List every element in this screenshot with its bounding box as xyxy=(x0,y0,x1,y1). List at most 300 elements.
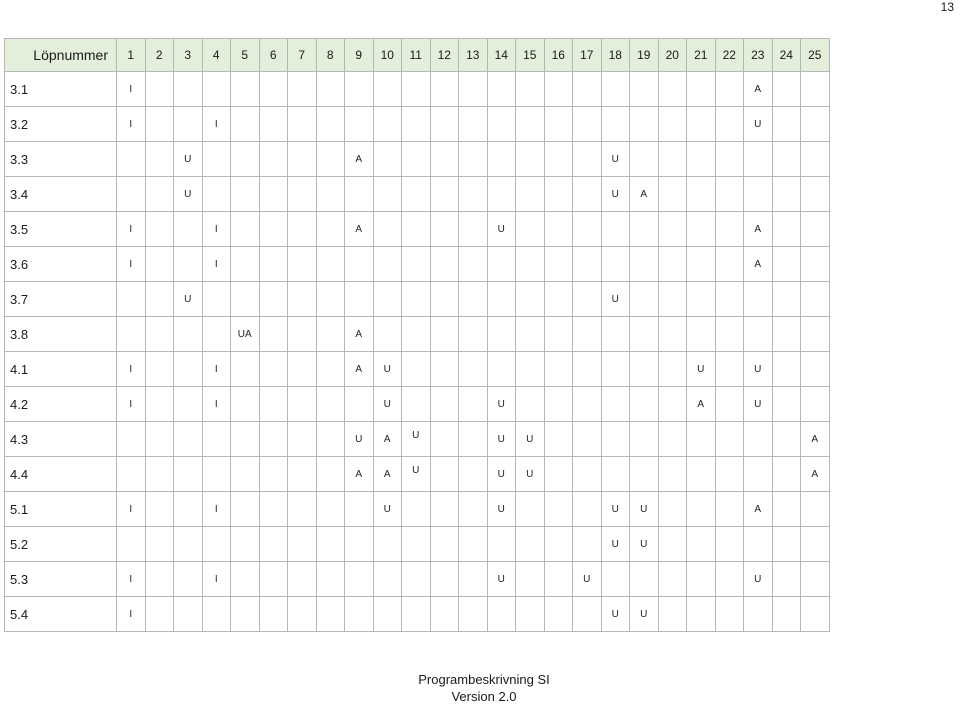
matrix-cell xyxy=(231,422,260,457)
matrix-cell xyxy=(801,212,830,247)
matrix-cell xyxy=(573,457,602,492)
cell-value: U xyxy=(697,363,705,375)
matrix-cell xyxy=(402,142,431,177)
matrix-cell xyxy=(744,212,773,247)
cell-value: A xyxy=(355,223,363,235)
column-header: 22 xyxy=(715,39,744,72)
cell-value: A xyxy=(811,433,819,445)
matrix-cell xyxy=(459,177,488,212)
matrix-cell xyxy=(573,317,602,352)
matrix-cell xyxy=(658,212,687,247)
matrix-cell xyxy=(402,492,431,527)
column-header: 14 xyxy=(487,39,516,72)
matrix-cell xyxy=(259,282,288,317)
matrix-cell xyxy=(202,457,231,492)
matrix-cell xyxy=(630,352,659,387)
matrix-cell xyxy=(573,422,602,457)
matrix-cell xyxy=(801,247,830,282)
cell-value: I xyxy=(129,398,133,410)
cell-value: U xyxy=(355,433,363,445)
column-header: 1 xyxy=(117,39,146,72)
column-header: 23 xyxy=(744,39,773,72)
matrix-cell xyxy=(202,387,231,422)
matrix-cell xyxy=(231,282,260,317)
cell-value: A xyxy=(754,223,762,235)
matrix-cell xyxy=(715,107,744,142)
cell-value: I xyxy=(129,363,133,375)
matrix-cell xyxy=(174,457,203,492)
matrix-cell xyxy=(715,457,744,492)
matrix-cell xyxy=(715,247,744,282)
matrix-cell xyxy=(430,422,459,457)
matrix-cell xyxy=(487,492,516,527)
matrix-cell xyxy=(288,212,317,247)
matrix-cell xyxy=(288,352,317,387)
row-label: 5.2 xyxy=(5,527,117,562)
matrix-cell xyxy=(430,142,459,177)
cell-value: U xyxy=(754,573,762,585)
matrix-cell xyxy=(345,457,374,492)
matrix-cell xyxy=(601,247,630,282)
table-row xyxy=(5,107,830,142)
matrix-cell xyxy=(459,72,488,107)
matrix-cell xyxy=(658,142,687,177)
matrix-cell xyxy=(231,562,260,597)
matrix-cell xyxy=(658,422,687,457)
matrix-cell xyxy=(630,387,659,422)
matrix-cell xyxy=(117,457,146,492)
matrix-cell xyxy=(459,317,488,352)
matrix-cell xyxy=(288,72,317,107)
matrix-cell xyxy=(316,387,345,422)
matrix-cell xyxy=(516,422,545,457)
matrix-cell xyxy=(231,142,260,177)
matrix-cell xyxy=(573,597,602,632)
matrix-cell xyxy=(801,387,830,422)
matrix-cell xyxy=(601,352,630,387)
matrix-cell xyxy=(345,142,374,177)
matrix-cell xyxy=(772,597,801,632)
matrix-cell xyxy=(487,387,516,422)
matrix-cell xyxy=(259,492,288,527)
matrix-cell xyxy=(544,282,573,317)
matrix-cell xyxy=(430,562,459,597)
matrix-cell xyxy=(544,107,573,142)
column-header: 16 xyxy=(544,39,573,72)
column-header: 5 xyxy=(231,39,260,72)
matrix-cell xyxy=(459,282,488,317)
matrix-cell xyxy=(801,282,830,317)
matrix-cell xyxy=(801,492,830,527)
matrix-cell xyxy=(573,352,602,387)
cell-value: I xyxy=(214,573,218,585)
matrix-cell xyxy=(316,562,345,597)
matrix-cell xyxy=(487,282,516,317)
matrix-cell xyxy=(402,177,431,212)
cell-value: U xyxy=(184,188,192,200)
matrix-cell xyxy=(117,142,146,177)
matrix-cell xyxy=(202,72,231,107)
table-row xyxy=(5,72,830,107)
matrix-cell xyxy=(430,457,459,492)
table-row xyxy=(5,317,830,352)
matrix-cell xyxy=(430,597,459,632)
matrix-cell xyxy=(744,107,773,142)
matrix-cell xyxy=(715,492,744,527)
course-matrix-table xyxy=(4,38,830,632)
matrix-cell xyxy=(345,562,374,597)
cell-value: U xyxy=(184,153,192,165)
matrix-cell xyxy=(601,142,630,177)
matrix-cell xyxy=(288,177,317,212)
table-row xyxy=(5,422,830,457)
matrix-cell xyxy=(259,422,288,457)
matrix-cell xyxy=(601,107,630,142)
cell-value: I xyxy=(129,118,133,130)
matrix-cell xyxy=(231,247,260,282)
matrix-cell xyxy=(516,247,545,282)
footer-title: Programbeskrivning SI xyxy=(418,672,550,687)
matrix-cell xyxy=(345,597,374,632)
matrix-cell xyxy=(487,317,516,352)
cell-value: A xyxy=(355,468,363,480)
matrix-cell xyxy=(202,142,231,177)
matrix-cell xyxy=(487,177,516,212)
cell-value: A xyxy=(697,398,705,410)
matrix-cell xyxy=(345,212,374,247)
matrix-cell xyxy=(145,352,174,387)
matrix-cell xyxy=(202,177,231,212)
matrix-cell xyxy=(259,107,288,142)
matrix-cell xyxy=(145,527,174,562)
matrix-cell xyxy=(373,247,402,282)
matrix-cell xyxy=(630,282,659,317)
cell-value: I xyxy=(214,223,218,235)
row-label: 3.2 xyxy=(5,107,117,142)
column-header: 4 xyxy=(202,39,231,72)
matrix-cell xyxy=(288,457,317,492)
cell-value: I xyxy=(214,363,218,375)
matrix-cell xyxy=(772,492,801,527)
column-header: 8 xyxy=(316,39,345,72)
table-row xyxy=(5,352,830,387)
cell-value: U xyxy=(412,429,420,441)
matrix-cell xyxy=(430,352,459,387)
matrix-cell xyxy=(601,212,630,247)
matrix-cell xyxy=(145,562,174,597)
matrix-cell xyxy=(459,352,488,387)
matrix-cell xyxy=(687,107,716,142)
matrix-cell xyxy=(801,597,830,632)
cell-value: U xyxy=(611,538,619,550)
matrix-cell xyxy=(487,597,516,632)
matrix-cell xyxy=(402,457,431,492)
matrix-cell xyxy=(288,282,317,317)
cell-value: A xyxy=(811,468,819,480)
matrix-cell xyxy=(601,597,630,632)
matrix-cell xyxy=(459,387,488,422)
matrix-cell xyxy=(373,177,402,212)
row-label: 3.5 xyxy=(5,212,117,247)
matrix-cell xyxy=(772,527,801,562)
matrix-cell xyxy=(373,597,402,632)
column-header: 21 xyxy=(687,39,716,72)
matrix-cell xyxy=(345,352,374,387)
cell-value: I xyxy=(214,398,218,410)
cell-value: U xyxy=(184,293,192,305)
matrix-cell xyxy=(715,317,744,352)
matrix-cell xyxy=(801,562,830,597)
table-row xyxy=(5,457,830,492)
matrix-cell xyxy=(202,317,231,352)
matrix-cell xyxy=(544,457,573,492)
matrix-cell xyxy=(487,72,516,107)
matrix-cell xyxy=(174,317,203,352)
matrix-cell xyxy=(402,387,431,422)
matrix-cell xyxy=(744,352,773,387)
matrix-cell xyxy=(259,72,288,107)
matrix-cell xyxy=(316,282,345,317)
cell-value: A xyxy=(355,363,363,375)
matrix-cell xyxy=(544,72,573,107)
matrix-cell xyxy=(145,457,174,492)
matrix-cell xyxy=(573,107,602,142)
row-label: 3.8 xyxy=(5,317,117,352)
footer-version: Version 2.0 xyxy=(451,689,517,704)
matrix-cell xyxy=(345,282,374,317)
matrix-cell xyxy=(174,352,203,387)
matrix-cell xyxy=(145,317,174,352)
row-label: 3.3 xyxy=(5,142,117,177)
row-label: 4.2 xyxy=(5,387,117,422)
matrix-cell xyxy=(174,247,203,282)
matrix-cell xyxy=(544,492,573,527)
matrix-cell xyxy=(516,352,545,387)
row-label: 3.6 xyxy=(5,247,117,282)
matrix-cell xyxy=(373,562,402,597)
row-label: 3.4 xyxy=(5,177,117,212)
matrix-cell xyxy=(117,107,146,142)
matrix-cell xyxy=(687,422,716,457)
row-label: 4.4 xyxy=(5,457,117,492)
matrix-cell xyxy=(174,282,203,317)
matrix-cell xyxy=(687,212,716,247)
matrix-cell xyxy=(316,457,345,492)
matrix-cell xyxy=(516,107,545,142)
matrix-cell xyxy=(516,457,545,492)
matrix-cell xyxy=(459,527,488,562)
matrix-cell xyxy=(145,282,174,317)
matrix-cell xyxy=(801,527,830,562)
matrix-cell xyxy=(231,387,260,422)
matrix-cell xyxy=(744,282,773,317)
matrix-cell xyxy=(117,422,146,457)
matrix-cell xyxy=(516,72,545,107)
matrix-cell xyxy=(573,387,602,422)
matrix-cell xyxy=(345,72,374,107)
matrix-cell xyxy=(430,247,459,282)
matrix-cell xyxy=(373,317,402,352)
matrix-cell xyxy=(516,142,545,177)
matrix-cell xyxy=(402,212,431,247)
cell-value: U xyxy=(497,433,505,445)
matrix-cell xyxy=(630,527,659,562)
matrix-cell xyxy=(117,317,146,352)
matrix-cell xyxy=(459,422,488,457)
matrix-cell xyxy=(573,492,602,527)
cell-value: U xyxy=(754,118,762,130)
cell-value: U xyxy=(412,464,420,476)
cell-value: A xyxy=(355,328,363,340)
matrix-cell xyxy=(744,457,773,492)
matrix-cell xyxy=(801,72,830,107)
matrix-cell xyxy=(402,317,431,352)
matrix-cell xyxy=(459,562,488,597)
matrix-cell xyxy=(430,317,459,352)
matrix-cell xyxy=(630,72,659,107)
matrix-cell xyxy=(772,177,801,212)
matrix-cell xyxy=(630,457,659,492)
cell-value: U xyxy=(526,468,534,480)
matrix-cell xyxy=(259,527,288,562)
column-header: 15 xyxy=(516,39,545,72)
table-row xyxy=(5,282,830,317)
matrix-cell xyxy=(658,317,687,352)
matrix-cell xyxy=(601,492,630,527)
matrix-cell xyxy=(744,387,773,422)
cell-value: I xyxy=(129,608,133,620)
matrix-cell xyxy=(174,527,203,562)
matrix-cell xyxy=(373,352,402,387)
table-row xyxy=(5,562,830,597)
table-row xyxy=(5,597,830,632)
matrix-cell xyxy=(117,387,146,422)
cell-value: U xyxy=(497,223,505,235)
matrix-cell xyxy=(316,247,345,282)
matrix-cell xyxy=(658,387,687,422)
row-label: 4.1 xyxy=(5,352,117,387)
matrix-cell xyxy=(202,422,231,457)
matrix-cell xyxy=(658,352,687,387)
matrix-cell xyxy=(715,352,744,387)
matrix-cell xyxy=(259,177,288,212)
matrix-cell xyxy=(658,492,687,527)
matrix-cell xyxy=(487,457,516,492)
column-header: 20 xyxy=(658,39,687,72)
matrix-cell xyxy=(402,527,431,562)
matrix-cell xyxy=(259,352,288,387)
matrix-cell xyxy=(345,317,374,352)
matrix-cell xyxy=(658,457,687,492)
matrix-cell xyxy=(202,107,231,142)
page-number: 13 xyxy=(940,0,954,14)
matrix-cell xyxy=(402,597,431,632)
matrix-cell xyxy=(259,597,288,632)
cell-value: U xyxy=(383,503,391,515)
matrix-cell xyxy=(772,387,801,422)
matrix-cell xyxy=(687,177,716,212)
matrix-cell xyxy=(687,317,716,352)
matrix-cell xyxy=(544,352,573,387)
matrix-cell xyxy=(715,527,744,562)
matrix-cell xyxy=(801,352,830,387)
column-header: 12 xyxy=(430,39,459,72)
matrix-cell xyxy=(544,597,573,632)
cell-value: I xyxy=(129,573,133,585)
matrix-cell xyxy=(145,72,174,107)
matrix-cell xyxy=(174,597,203,632)
matrix-cell xyxy=(658,107,687,142)
matrix-cell xyxy=(259,387,288,422)
matrix-cell xyxy=(516,387,545,422)
header-row xyxy=(5,39,830,72)
matrix-cell xyxy=(715,562,744,597)
matrix-cell xyxy=(516,212,545,247)
matrix-cell xyxy=(459,212,488,247)
matrix-cell xyxy=(259,562,288,597)
matrix-cell xyxy=(402,107,431,142)
column-header: 2 xyxy=(145,39,174,72)
matrix-cell xyxy=(345,177,374,212)
matrix-cell xyxy=(544,562,573,597)
cell-value: U xyxy=(640,538,648,550)
cell-value: U xyxy=(497,503,505,515)
matrix-cell xyxy=(801,317,830,352)
cell-value: I xyxy=(214,118,218,130)
row-label: 3.1 xyxy=(5,72,117,107)
matrix-cell xyxy=(687,247,716,282)
matrix-cell xyxy=(288,492,317,527)
matrix-cell xyxy=(573,527,602,562)
matrix-cell xyxy=(316,317,345,352)
column-header: 11 xyxy=(402,39,431,72)
matrix-cell xyxy=(202,562,231,597)
matrix-cell xyxy=(288,422,317,457)
matrix-cell xyxy=(573,247,602,282)
matrix-cell xyxy=(744,527,773,562)
matrix-cell xyxy=(259,247,288,282)
matrix-cell xyxy=(744,492,773,527)
matrix-cell xyxy=(658,527,687,562)
matrix-cell xyxy=(174,142,203,177)
column-header: 13 xyxy=(459,39,488,72)
table-row xyxy=(5,177,830,212)
matrix-cell xyxy=(687,562,716,597)
matrix-cell xyxy=(145,597,174,632)
matrix-cell xyxy=(601,177,630,212)
cell-value: U xyxy=(497,398,505,410)
matrix-cell xyxy=(715,142,744,177)
header-label: Löpnummer xyxy=(5,39,117,72)
matrix-cell xyxy=(145,212,174,247)
matrix-cell xyxy=(544,177,573,212)
matrix-cell xyxy=(373,492,402,527)
matrix-cell xyxy=(316,597,345,632)
matrix-cell xyxy=(231,492,260,527)
matrix-cell xyxy=(430,492,459,527)
matrix-cell xyxy=(601,282,630,317)
matrix-cell xyxy=(373,142,402,177)
matrix-cell xyxy=(715,72,744,107)
matrix-cell xyxy=(145,107,174,142)
matrix-cell xyxy=(117,562,146,597)
matrix-cell xyxy=(601,527,630,562)
matrix-cell xyxy=(516,597,545,632)
table-row xyxy=(5,212,830,247)
cell-value: I xyxy=(129,83,133,95)
matrix-cell xyxy=(658,282,687,317)
matrix-cell xyxy=(459,597,488,632)
